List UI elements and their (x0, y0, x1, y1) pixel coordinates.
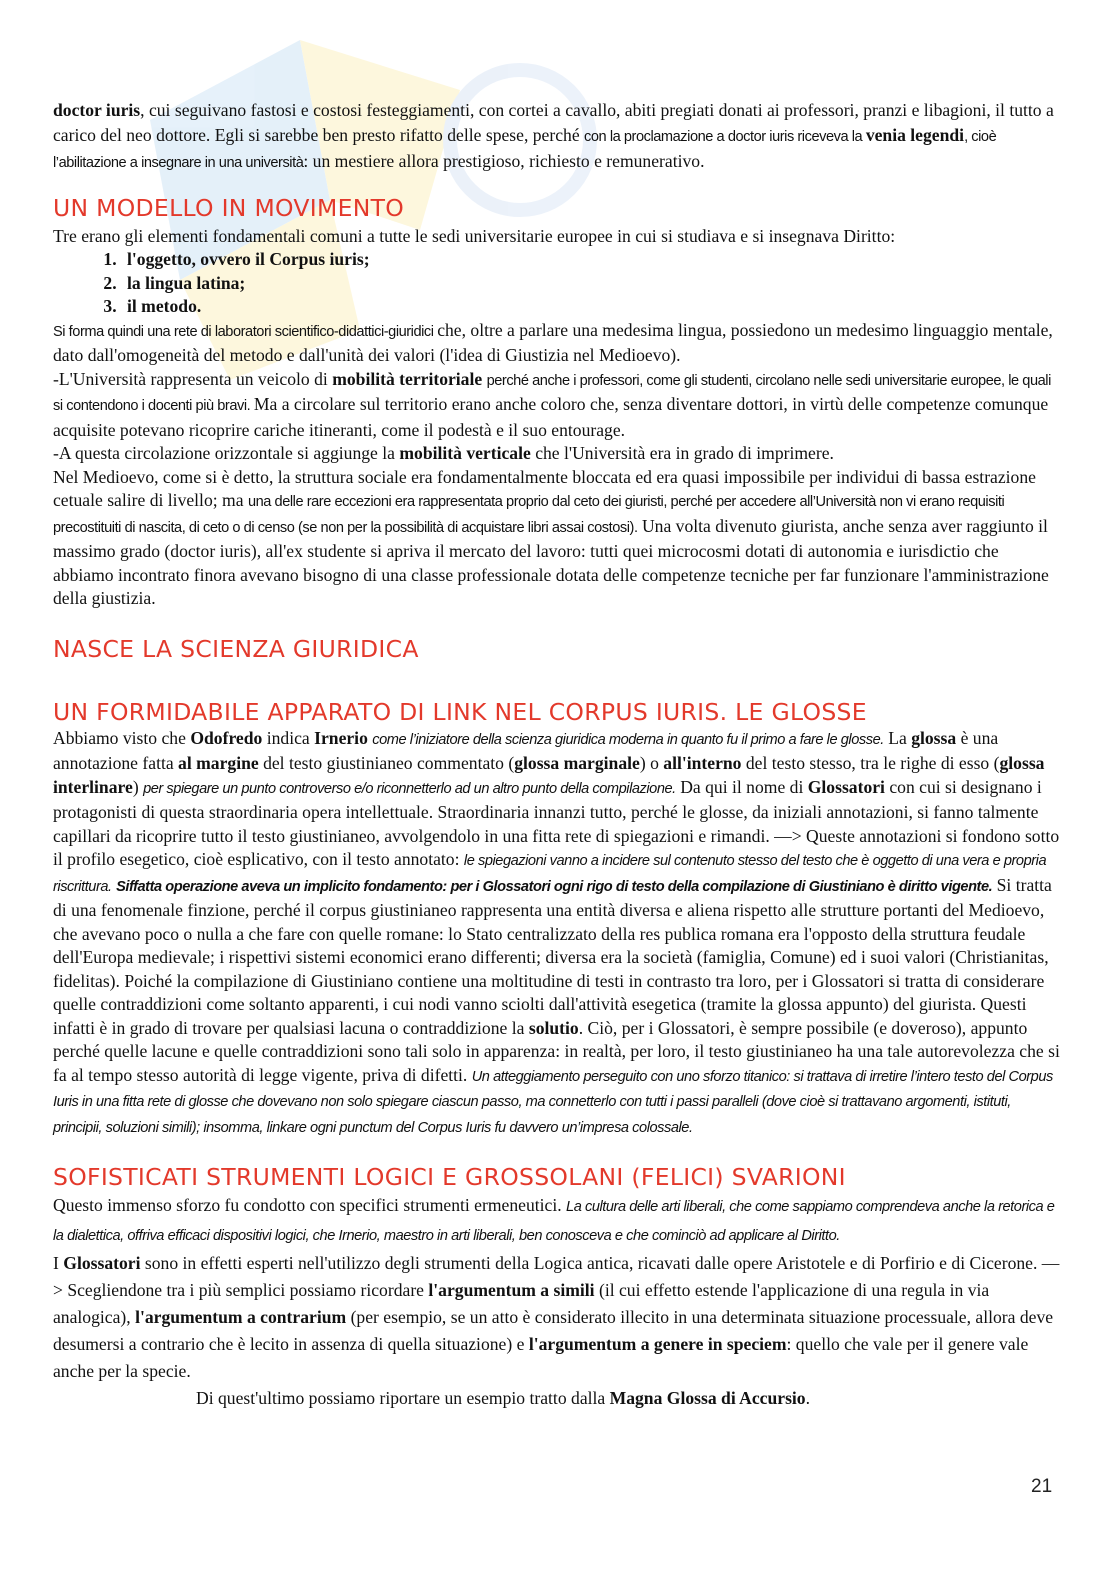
list-item: 1. l'oggetto, ovvero il Corpus iuris; (121, 248, 1063, 272)
elements-list (53, 248, 1063, 319)
section-heading-modello: UN MODELLO IN MOVIMENTO (53, 193, 405, 222)
section-heading-scienza: NASCE LA SCIENZA GIURIDICA (53, 634, 419, 663)
section-heading-glosse: UN FORMIDABILE APPARATO DI LINK NEL CORPUS IURIS. LE GLOSSE (53, 697, 867, 726)
modello-paragraph-mobilita-verticale: -A questa circolazione orizzontale si aggiunge la mobilità verticale che l'Università era in grado di imprimere. (53, 443, 834, 463)
strumenti-paragraph-glossatori: I Glossatori sono in effetti esperti nell'utilizzo degli strumenti della Logica antica, ricavati dalle opere Aristotele e di Porfirio e di Cicerone. —> Scegliendone tra i più semplici possiamo ricordare l'argumentum a simili (il cui effetto estende l'applicazione di una regula in via analogica), l'argumentum a contrarium (per esempio, se un atto è considerato illecito in una determinata situazione processuale, allora deve desumersi a contrario che è lecito in assenza di quella situazione) e l'argumentum a genere in speciem: quello che vale per il genere vale anche per la specie. (53, 1253, 1060, 1381)
document-page (53, 98, 1063, 1412)
glosse-paragraph: Abbiamo visto che Odofredo indica Irnerio come l’iniziatore della scienza giuridica moderna in quanto fu il primo a fare le glosse. La glossa è una annotazione fatta al margine del testo giustinianeo commentato (glossa marginale) o all'interno del testo stesso, tra le righe di esso (glossa interlinare) per spiegare un punto controverso e/o riconnetterlo ad un altro punto della compilazione. Da qui il nome di Glossatori con cui si designano i protagonisti di questa straordinaria opera intellettuale. Straordinaria innanzi tutto, perché le glosse, da iniziali annotazioni, si fanno talmente capillari da ricoprire tutto il testo giustinianeo, avvolgendolo in una fitta rete di spiegazioni e rimandi. —> Queste annotazioni si fondono sotto il profilo esegetico, cioè esplicativo, con il testo annotato: le spiegazioni vanno a incidere sul contenuto stesso del testo che è oggetto di una vera e propria riscrittura. Siffatta operazione aveva un implicito fondamento: per i Glossatori ogni rigo di testo della compilazione di Giustiniano è diritto vigente. Si tratta di una fenomenale finzione, perché il corpus giustinianeo rappresenta una entità diversa e aliena rispetto alle strutture portanti del Medioevo, che avevano poco o nulla a che fare con quelle romane: lo Stato centralizzato della res publica romana era l'opposto della struttura feudale dell'Europa medievale; i rispettivi sistemi economici erano differenti; diversa era la società (famiglia, Comune) ed i suoi valori (Christianitas, fidelitas). Poiché la compilazione di Giustiniano contiene una moltitudine di testi in contrasto tra loro, per i Glossatori si tratta di considerare quelle contraddizioni come soltanto apparenti, i cui nodi vanno sciolti dall'attività esegetica (tramite la glossa appunto) del giurista. Questi infatti è in grado di trovare per qualsiasi lacuna o contraddizione la solutio. Ciò, per i Glossatori, è sempre possibile (e doveroso), appunto perché quelle lacune e quelle contraddizioni sono tali solo in apparenza: in realtà, per loro, il testo giustinianeo ha una tale autorevolezza che si fa al tempo stesso autorità di legge vigente, priva di difetti. Un atteggiamento perseguito con uno sforzo titanico: si trattava di irretire l’intero testo del Corpus Iuris in una fitta rete di glosse che dovevano non solo spiegare ciascun passo, ma connetterlo con tutti i passi paralleli (dove cioè si trattavano argomenti, istituti, principii, soluzioni simili); insomma, linkare ogni punctum del Corpus Iuris fu davvero un’impresa colossale. (53, 727, 1060, 1136)
list-item: 3. il metodo. (121, 295, 1063, 319)
strumenti-paragraph-esempio: Di quest'ultimo possiamo riportare un esempio tratto dalla Magna Glossa di Accursio. (196, 1388, 811, 1408)
strumenti-paragraph-intro: Questo immenso sforzo fu condotto con specifici strumenti ermeneutici. La cultura delle arti liberali, che come sappiamo comprendeva anche la retorica e la dialettica, offriva efficaci dispositivi logici, che Irnerio, maestro in arti liberali, ben conosceva e che cominciò ad applicare al Diritto. (53, 1195, 1055, 1244)
modello-paragraph-medioevo: Nel Medioevo, come si è detto, la struttura sociale era fondamentalmente bloccata ed era quasi impossibile per individui di bassa estrazione cetuale salire di livello; ma una delle rare eccezioni era rappresentata proprio dal ceto dei giuristi, perché per accedere all’Università non vi erano requisiti precostituiti di nascita, di ceto o di censo (se non per la possibilità di acquistare libri assai costosi). Una volta divenuto giurista, anche senza aver raggiunto il massimo grado (doctor iuris), all'ex studente si apriva il mercato del lavoro: tutti quei microcosmi dotati di autonomia e iurisdictio che abbiamo incontrato finora avevano bisogno di una classe professionale dotata delle competenze tecniche per far funzionare l'amministrazione della giustizia. (53, 466, 1049, 608)
modello-paragraph-rete: Si forma quindi una rete di laboratori scientifico-didattici-giuridici che, oltre a parlare una medesima lingua, possiedono un medesimo linguaggio mentale, dato dall'omogeneità del metodo e dall'unità dei valori (l'idea di Giustizia nel Medioevo). (53, 319, 1053, 365)
intro-paragraph: doctor iuris, cui seguivano fastosi e costosi festeggiamenti, con cortei a cavallo, abiti pregiati donati ai professori, pranzi e libagioni, il tutto a carico del neo dottore. Egli si sarebbe ben presto rifatto delle spese, perché con la proclamazione a doctor iuris riceveva la venia legendi, cioè l’abilitazione a insegnare in una università: un mestiere allora prestigioso, richiesto e remunerativo. (53, 100, 1054, 171)
modello-paragraph-mobilita-territoriale: -L'Università rappresenta un veicolo di mobilità territoriale perché anche i professori, come gli studenti, circolano nelle sedi universitarie europee, le quali si contendono i docenti più bravi. Ma a circolare sul territorio erano anche coloro che, senza diventare dottori, in virtù delle competenze comunque acquisite potevano ricoprire cariche itineranti, come il podestà e il suo entourage. (53, 368, 1051, 440)
modello-lead: Tre erano gli elementi fondamentali comuni a tutte le sedi universitarie europee in cui si studiava e si insegnava Diritto: (53, 225, 896, 246)
section-heading-strumenti: SOFISTICATI STRUMENTI LOGICI E GROSSOLANI (FELICI) SVARIONI (53, 1163, 846, 1191)
page-number: 21 (1031, 1476, 1053, 1497)
list-item: 2. la lingua latina; (121, 272, 1063, 296)
